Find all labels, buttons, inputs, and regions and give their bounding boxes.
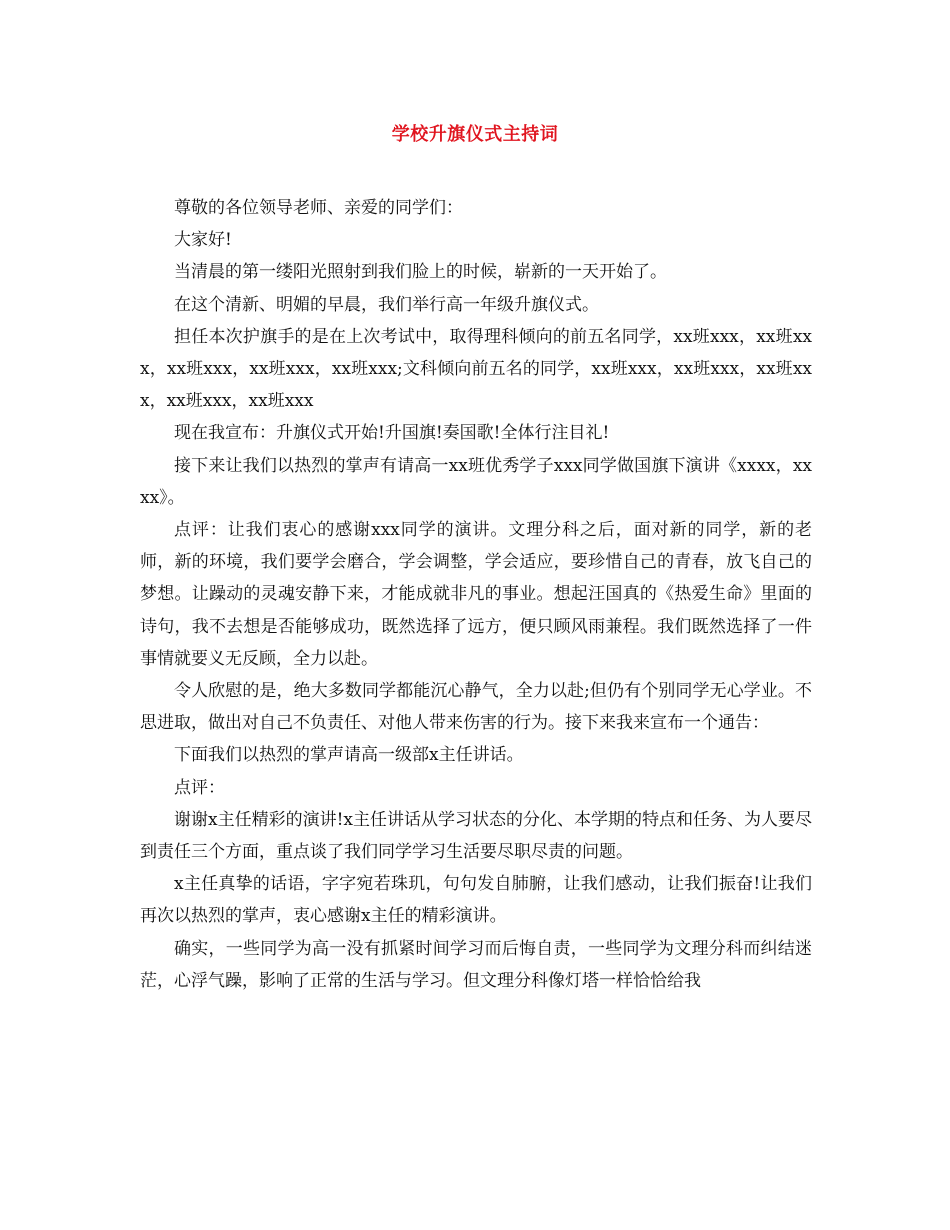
paragraph: 接下来让我们以热烈的掌声有请高一xx班优秀学子xxx同学做国旗下演讲《xxxx，xxxx》。 xyxy=(140,455,812,508)
document-body xyxy=(140,192,812,997)
paragraph: 令人欣慰的是，绝大多数同学都能沉心静气，全力以赴;但仍有个别同学无心学业。不思进取，做出对自己不负责任、对他人带来伤害的行为。接下来我来宣布一个通告： xyxy=(140,681,812,734)
paragraph: 谢谢x主任精彩的演讲!x主任讲话从学习状态的分化、本学期的特点和任务、为人要尽到责任三个方面，重点谈了我们同学学习生活要尽职尽责的问题。 xyxy=(140,809,813,863)
paragraph: 在这个清新、明媚的早晨，我们举行高一年级升旗仪式。 xyxy=(174,294,599,315)
paragraph: x主任真挚的话语，字字宛若珠玑，句句发自肺腑，让我们感动，让我们振奋!让我们再次以热烈的掌声，衷心感谢x主任的精彩演讲。 xyxy=(140,874,812,927)
paragraph: 确实，一些同学为高一没有抓紧时间学习而后悔自责，一些同学为文理分科而纠结迷茫，心浮气躁，影响了正常的生活与学习。但文理分科像灯塔一样恰恰给我 xyxy=(140,938,812,991)
paragraph: 现在我宣布：升旗仪式开始!升国旗!奏国歌!全体行注目礼! xyxy=(174,423,610,444)
paragraph: 当清晨的第一缕阳光照射到我们脸上的时候，崭新的一天开始了。 xyxy=(174,262,667,283)
document-title: 学校升旗仪式主持词 xyxy=(391,124,559,145)
paragraph: 大家好! xyxy=(174,230,232,251)
paragraph: 担任本次护旗手的是在上次考试中，取得理科倾向的前五名同学，xx班xxx，xx班xxx，xx班xxx，xx班xxx，xx班xxx;文科倾向前五名的同学，xx班xxx，xx班xxx，xx班xxx，xx班xxx，xx班xxx xyxy=(140,326,812,412)
paragraph: 尊敬的各位领导老师、亲爱的同学们： xyxy=(174,198,463,218)
paragraph: 下面我们以热烈的掌声请高一级部x主任讲话。 xyxy=(174,745,524,766)
paragraph: 点评：让我们衷心的感谢xxx同学的演讲。文理分科之后，面对新的同学，新的老师，新的环境，我们要学会磨合，学会调整，学会适应，要珍惜自己的青春，放飞自己的梦想。让躁动的灵魂安静下来，才能成就非凡的事业。想起汪国真的《热爱生命》里面的诗句，我不去想是否能够成功，既然选择了远方，便只顾风雨兼程。我们既然选择了一件事情就要义无反顾，全力以赴。 xyxy=(140,520,812,669)
paragraph: 点评： xyxy=(174,777,225,798)
